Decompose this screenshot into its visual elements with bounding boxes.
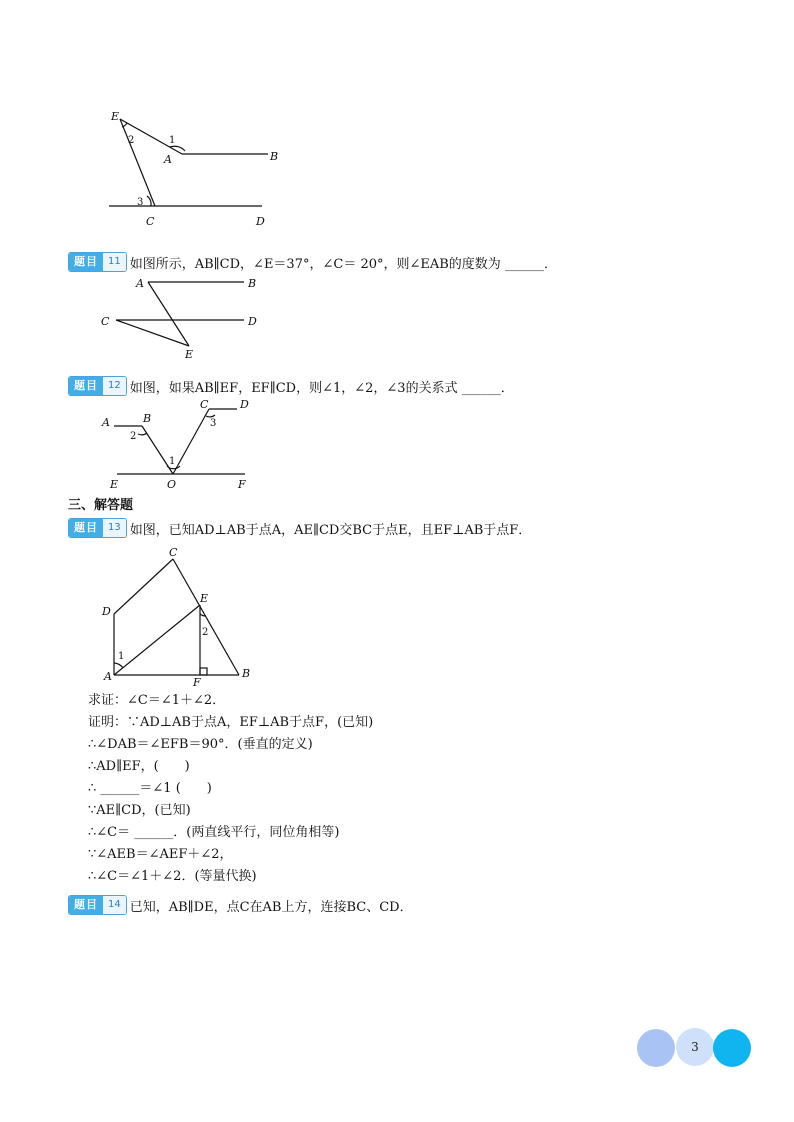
- angle-2-label: 2: [202, 627, 209, 638]
- angle-1-label: 1: [169, 456, 176, 467]
- proof-line: ∵∠AEB＝∠AEF＋∠2，: [88, 847, 233, 862]
- footer-circle-right: [713, 1029, 751, 1067]
- label-E: E: [111, 110, 120, 123]
- figure-q12: [100, 396, 260, 492]
- question-number: 14: [103, 896, 126, 914]
- proof-line: ∴AD∥EF，( ): [88, 759, 190, 774]
- question-14-text: 已知，AB∥DE，点C在AB上方，连接BC、CD．: [129, 899, 413, 915]
- question-12-text: 如图，如果AB∥EF，EF∥CD，则∠1，∠2，∠3的关系式 ______．: [129, 380, 514, 396]
- proof-line: ∴∠DAB＝∠EFB＝90°．(垂直的定义): [88, 737, 313, 752]
- label-C: C: [200, 398, 209, 411]
- label-A: A: [164, 153, 172, 166]
- figure-q13: [96, 544, 266, 690]
- label-D: D: [102, 605, 111, 618]
- question-tag: [68, 252, 127, 272]
- question-number: 11: [103, 253, 126, 271]
- label-D: D: [240, 398, 249, 411]
- proof-line: ∴∠C＝∠1＋∠2．(等量代换): [88, 869, 257, 884]
- proof-line: ∴∠C＝ ______．(两直线平行，同位角相等): [88, 825, 340, 840]
- question-tag: [68, 376, 127, 396]
- label-A: A: [136, 277, 144, 290]
- question-tag-label: 题目: [69, 377, 103, 395]
- angle-2-label: 2: [128, 135, 135, 146]
- label-F: F: [238, 478, 246, 491]
- label-O: O: [167, 478, 177, 491]
- angle-1-label: 1: [118, 651, 125, 662]
- question-number: 12: [103, 377, 126, 395]
- question-11-text: 如图所示，AB∥CD，∠E＝37°，∠C＝ 20°，则∠EAB的度数为 ______．: [129, 256, 557, 272]
- angle-3-label: 3: [210, 418, 217, 429]
- question-tag: [68, 518, 127, 538]
- footer-circle-left: [637, 1029, 675, 1067]
- question-11: [68, 252, 557, 272]
- angle-3-label: 3: [137, 197, 144, 208]
- question-tag-label: 题目: [69, 519, 103, 537]
- label-B: B: [143, 412, 152, 425]
- proof-line: ∵AE∥CD，(已知): [88, 803, 191, 818]
- proof-line: 证明：∵AD⊥AB于点A，EF⊥AB于点F，(已知): [88, 715, 374, 730]
- question-14: [68, 895, 413, 915]
- figure-q10: [100, 105, 290, 235]
- question-tag: [68, 895, 127, 915]
- angle-1-label: 1: [169, 135, 176, 146]
- figure-q12-svg: [100, 396, 260, 492]
- question-tag-label: 题目: [69, 253, 103, 271]
- angle-2-label: 2: [130, 431, 137, 442]
- question-13: [68, 518, 531, 538]
- label-C: C: [169, 546, 178, 559]
- label-F: F: [193, 676, 201, 689]
- label-A: A: [102, 416, 110, 429]
- figure-q11: [96, 272, 276, 364]
- label-D: D: [256, 215, 265, 228]
- label-E: E: [200, 592, 209, 605]
- label-B: B: [248, 277, 257, 290]
- question-13-text: 如图，已知AD⊥AB于点A，AE∥CD交BC于点E，且EF⊥AB于点F．: [129, 522, 532, 538]
- question-number: 13: [103, 519, 126, 537]
- label-B: B: [242, 667, 251, 680]
- label-C: C: [101, 315, 110, 328]
- figure-q10-svg: [100, 105, 290, 235]
- label-D: D: [248, 315, 257, 328]
- label-B: B: [270, 150, 279, 163]
- label-E: E: [110, 478, 119, 491]
- page-number: 3: [691, 1040, 699, 1054]
- label-E: E: [185, 348, 194, 361]
- proof-line: 求证：∠C＝∠1＋∠2．: [88, 693, 226, 708]
- question-tag-label: 题目: [69, 896, 103, 914]
- proof-line: ∴ ______＝∠1 ( ): [88, 781, 212, 796]
- label-A: A: [104, 670, 112, 683]
- question-12: [68, 376, 514, 396]
- figure-q13-svg: [96, 544, 266, 690]
- figure-q11-svg: [96, 272, 276, 364]
- label-C: C: [146, 215, 155, 228]
- section-title: 三、解答题: [68, 498, 134, 513]
